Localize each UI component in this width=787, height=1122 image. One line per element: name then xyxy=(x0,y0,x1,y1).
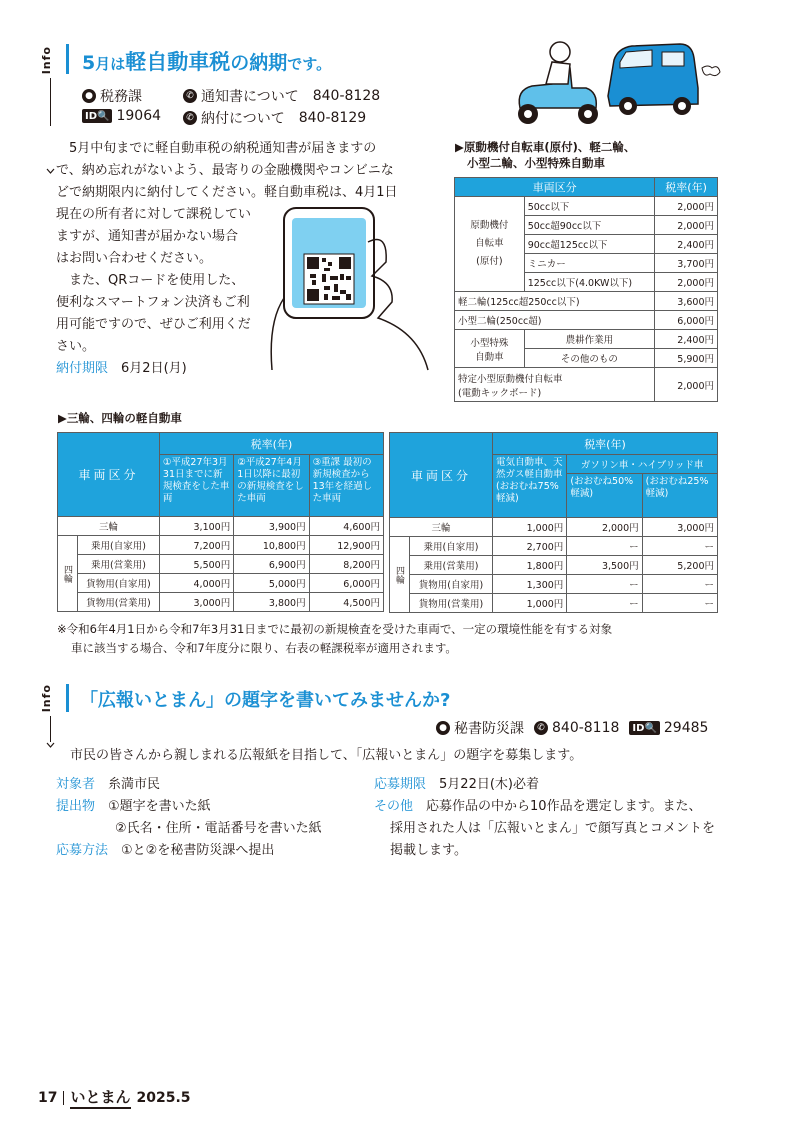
table-row: 貨物用(営業用) 3,000円 3,800円 4,500円 xyxy=(58,593,384,612)
table-row: 125cc以下(4.0KW以下) 2,000円 xyxy=(455,273,718,292)
scooter-car-illustration xyxy=(512,38,722,130)
table-moped-tax xyxy=(454,177,718,402)
id-search-icon: ID 🔍 xyxy=(82,109,112,123)
footer xyxy=(38,1086,191,1109)
table-eco-car-tax: 車両区分 税率(年) 電気自動車、天然ガス軽自動車(おおむね75%軽減) ガソリン車・ハイブリッド車 (おおむね50%軽減) (おおむね25%軽減) 三輪 1,000円 2,000円 3,000円 四輪 乗用(自家用) 2,700円 ー ー 乗用(営業用) 1,800円 3,500円 5,200円 貨物用(自家用) 1,300円 ー ー 貨物用(営業用) 1,000円 ー ー xyxy=(389,432,718,613)
deadline-value: 6月2日(月) xyxy=(121,361,187,376)
phone-icon: ✆ xyxy=(183,89,197,103)
table-row: 貨物用(自家用) 1,300円 ー ー xyxy=(390,575,718,594)
table-row: 特定小型原動機付自転車 (電動キックボード) 2,000円 xyxy=(455,368,718,402)
table-row: 50cc超90cc以下 2,000円 xyxy=(455,216,718,235)
table-row: 四輪 乗用(自家用) 2,700円 ー ー xyxy=(390,537,718,556)
info-tab xyxy=(40,46,62,131)
table2-title: ▶三輪、四輪の軽自動車 xyxy=(58,411,182,425)
table-row: 貨物用(自家用) 4,000円 5,000円 6,000円 xyxy=(58,574,384,593)
table-row: 原動機付 自転車 (原付) 50cc以下 2,000円 xyxy=(455,197,718,216)
contact-dept: ● 税務課 xyxy=(82,86,142,106)
table-row: 四輪 乗用(自家用) 7,200円 10,800円 12,900円 xyxy=(58,536,384,555)
section2-details-right: 応募期限 5月22日(木)必着 その他 応募作品の中から10作品を選定します。また、 採用された人は「広報いとまん」で顔写真とコメントを 掲載します。 xyxy=(374,777,716,858)
table-row: 三輪 3,100円 3,900円 4,600円 xyxy=(58,517,384,536)
phone-icon: ✆ xyxy=(534,721,548,735)
section2-contact: ● 秘書防災課 ✆ 840-8118 ID 🔍 29485 xyxy=(436,718,708,738)
tax-note: ※令和6年4月1日から令和7年3月31日までに最初の新規検査を受けた車両で、一定の環境性能を有する対象 車に該当する場合、令和7年度分に限り、右表の軽課税率が適用されます。 xyxy=(57,622,613,655)
table-row: ミニカー 3,700円 xyxy=(455,254,718,273)
info-tab xyxy=(40,684,62,750)
table-row: 小型特殊 自動車 農耕作業用 2,400円 xyxy=(455,330,718,349)
page-title: 5月は軽自動車税の納期です。 xyxy=(82,50,332,74)
contact-phone1: ✆ 通知書について 840-8128 xyxy=(183,86,380,106)
issue-date: 2025.5 xyxy=(136,1089,191,1106)
smartphone-qr-illustration xyxy=(268,202,434,372)
table-row: 軽二輪(125cc超250cc以下) 3,600円 xyxy=(455,292,718,311)
table1-header-class: 車両区分 xyxy=(455,178,655,197)
contact-id: ID 🔍 19064 xyxy=(82,108,161,124)
section2-intro: 市民の皆さんから親しまれる広報紙を目指して、「広報いとまん」の題字を募集します。 xyxy=(70,748,583,763)
person-icon: ● xyxy=(82,89,96,103)
person-icon: ● xyxy=(436,721,450,735)
contact-phone2: ✆ 納付について 840-8129 xyxy=(183,108,366,128)
info-label: Info xyxy=(40,684,53,713)
table1-title: ▶原動機付自転車(原付)、軽二輪、 小型二輪、小型特殊自動車 xyxy=(455,140,636,170)
info-label: Info xyxy=(40,46,53,75)
table-row: 貨物用(営業用) 1,000円 ー ー xyxy=(390,594,718,613)
page-number: 17 xyxy=(38,1089,58,1106)
logo: いとまん xyxy=(70,1086,130,1109)
section2-details-left: 対象者 糸満市民 提出物 ①題字を書いた紙 ②氏名・住所・電話番号を書いた紙 応募方法 ①と②を秘書防災課へ提出 xyxy=(56,777,322,858)
table-row: 三輪 1,000円 2,000円 3,000円 xyxy=(390,518,718,537)
id-search-icon: ID 🔍 xyxy=(629,721,659,735)
phone-icon: ✆ xyxy=(183,111,197,125)
table1-header-rate: 税率(年) xyxy=(655,178,718,197)
table-row: 小型二輪(250cc超) 6,000円 xyxy=(455,311,718,330)
arrow-down-icon xyxy=(46,740,55,749)
table-row: 90cc超125cc以下 2,400円 xyxy=(455,235,718,254)
table-row: その他のもの 5,900円 xyxy=(455,349,718,368)
table-row: 乗用(営業用) 5,500円 6,900円 8,200円 xyxy=(58,555,384,574)
table-kei-car-tax: 車両区分 税率(年) ①平成27年3月31日までに新規検査をした車両 ②平成27年4月1日以降に最初の新規検査をした車両 ③重課 最初の新規検査から13年を経過した車両 三輪 3,100円 3,900円 4,600円 四輪 乗用(自家用) 7,200円 10,800円 12,900円 乗用(営業用) 5,500円 6,900円 8,200円 貨物用(自家用) 4,000円 5,000円 6,000円 貨物用(営業用) 3,000円 3,800円 4,500円 xyxy=(57,432,384,612)
body-paragraph: 5月中旬までに軽自動車税の納税通知書が届きますの で、納め忘れがないよう、最寄りの金融機関やコンビニな どで納期限内に納付してください。軽自動車税は、4月1日 現在の所有者に対して課税してい ますが、通知書が届かない場合 はお問い合わせください。 また、QRコードを使用した、 便利なスマートフォン決済もご利 用可能ですので、ぜひご利用くだ さい。 納付期限 6月2日(月) xyxy=(56,141,398,376)
table-row: 乗用(営業用) 1,800円 3,500円 5,200円 xyxy=(390,556,718,575)
section2-title: 「広報いとまん」の題字を書いてみませんか? xyxy=(80,690,451,711)
deadline-label: 納付期限 xyxy=(56,361,109,376)
arrow-down-icon xyxy=(46,166,55,175)
